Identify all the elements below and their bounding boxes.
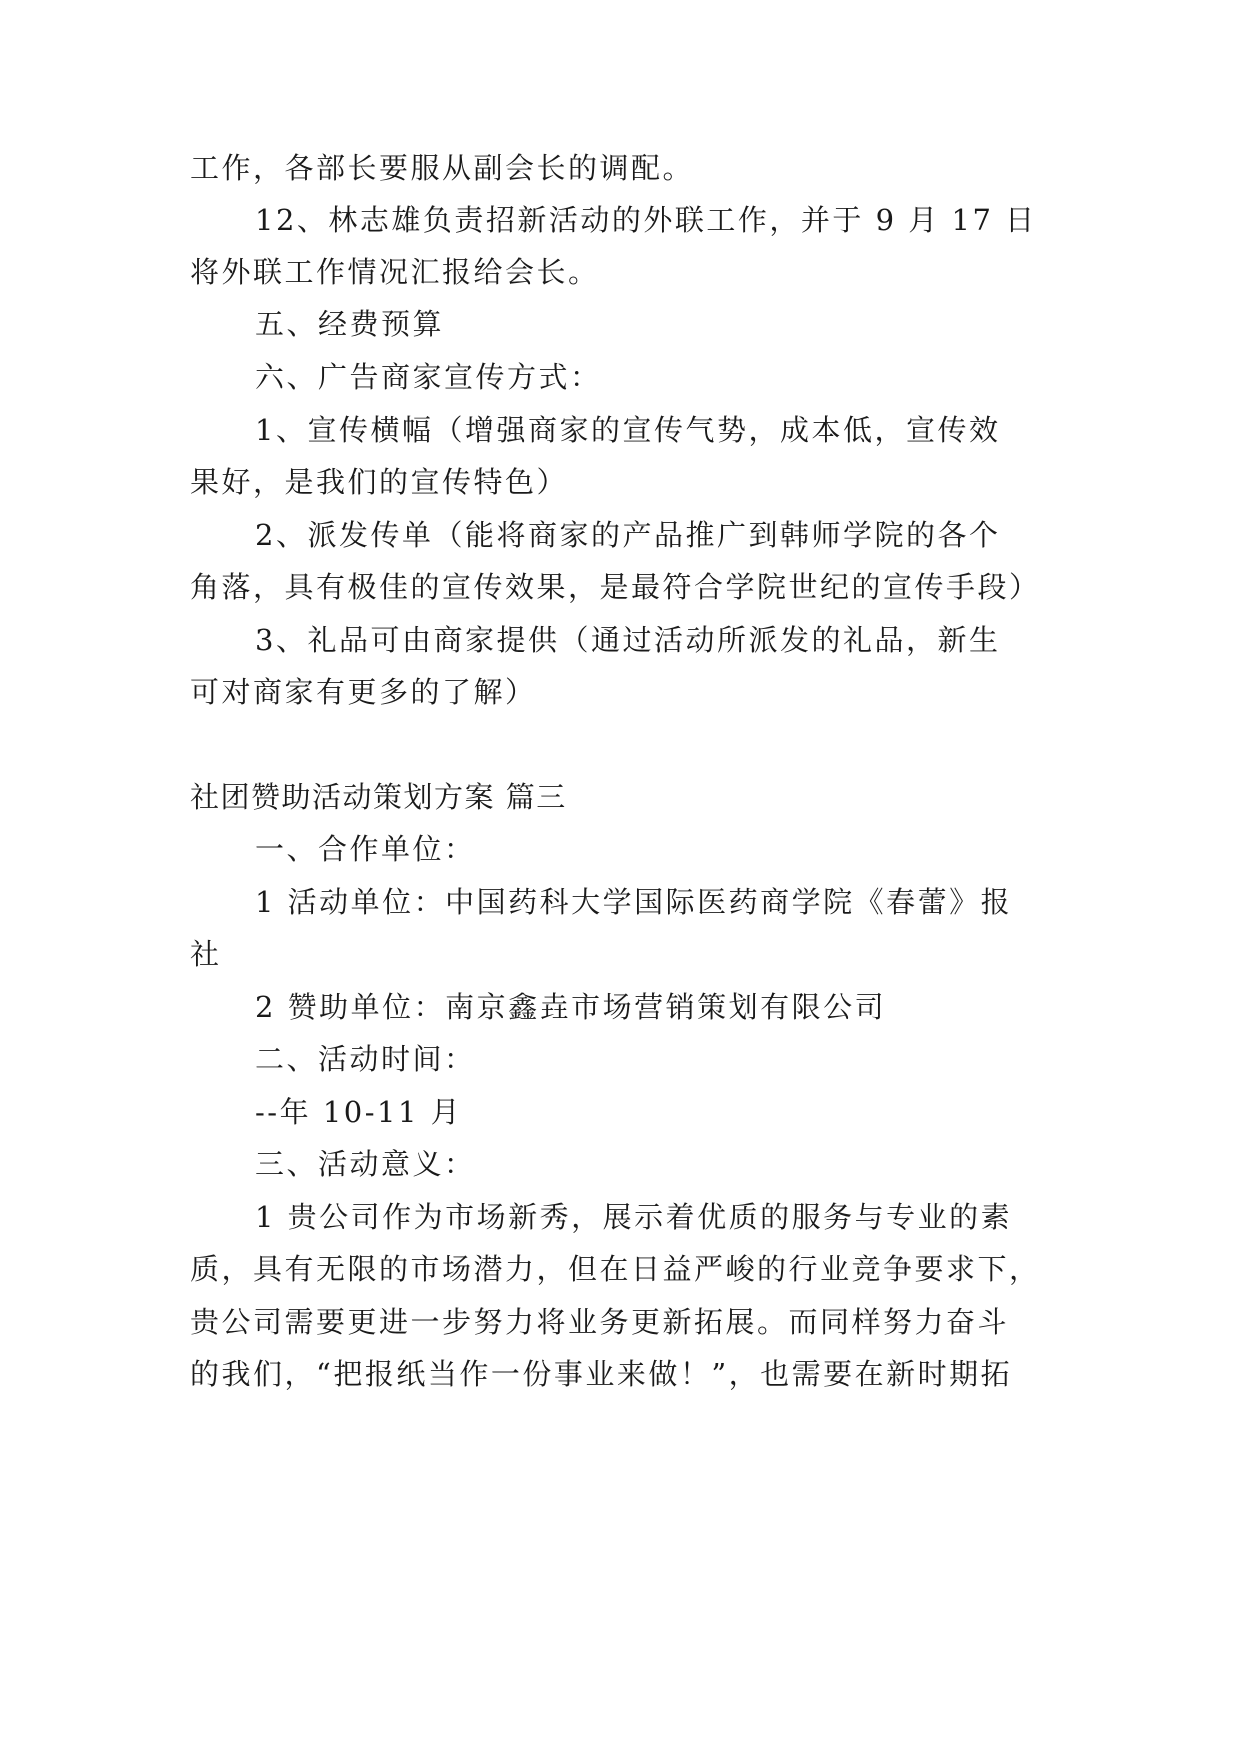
section-heading: 社团赞助活动策划方案 篇三: [190, 780, 567, 814]
text-line: 三、活动意义：: [255, 1147, 476, 1181]
text-line: --年 10-11 月: [255, 1095, 463, 1129]
text-line: 角落，具有极佳的宣传效果，是最符合学院世纪的宣传手段）: [190, 570, 1041, 604]
text-line: 贵公司需要更进一步努力将业务更新拓展。而同样努力奋斗: [190, 1305, 1010, 1339]
text-line: 1 活动单位：中国药科大学国际医药商学院《春蕾》报: [255, 885, 1013, 919]
text-line: 3、礼品可由商家提供（通过活动所派发的礼品，新生: [255, 623, 1001, 657]
text-line: 社: [190, 937, 222, 971]
text-line: 工作，各部长要服从副会长的调配。: [190, 151, 695, 185]
text-line: 二、活动时间：: [255, 1042, 476, 1076]
text-line: 的我们，“把报纸当作一份事业来做！”，也需要在新时期拓: [190, 1357, 1013, 1391]
text-line: 将外联工作情况汇报给会长。: [190, 255, 600, 289]
text-line: 1、宣传横幅（增强商家的宣传气势，成本低，宣传效: [255, 413, 1001, 447]
text-line: 2、派发传单（能将商家的产品推广到韩师学院的各个: [255, 518, 1001, 552]
text-line: 1 贵公司作为市场新秀，展示着优质的服务与专业的素: [255, 1200, 1013, 1234]
text-line: 2 赞助单位：南京鑫垚市场营销策划有限公司: [255, 990, 887, 1024]
text-line: 12、林志雄负责招新活动的外联工作，并于 9 月 17 日: [255, 203, 1037, 237]
text-line: 六、广告商家宣传方式：: [255, 360, 602, 394]
text-line: 质，具有无限的市场潜力，但在日益严峻的行业竞争要求下，: [190, 1252, 1041, 1286]
text-line: 五、经费预算: [255, 307, 445, 341]
text-line: 一、合作单位：: [255, 832, 476, 866]
text-line: 可对商家有更多的了解）: [190, 675, 537, 709]
text-line: 果好，是我们的宣传特色）: [190, 465, 569, 499]
